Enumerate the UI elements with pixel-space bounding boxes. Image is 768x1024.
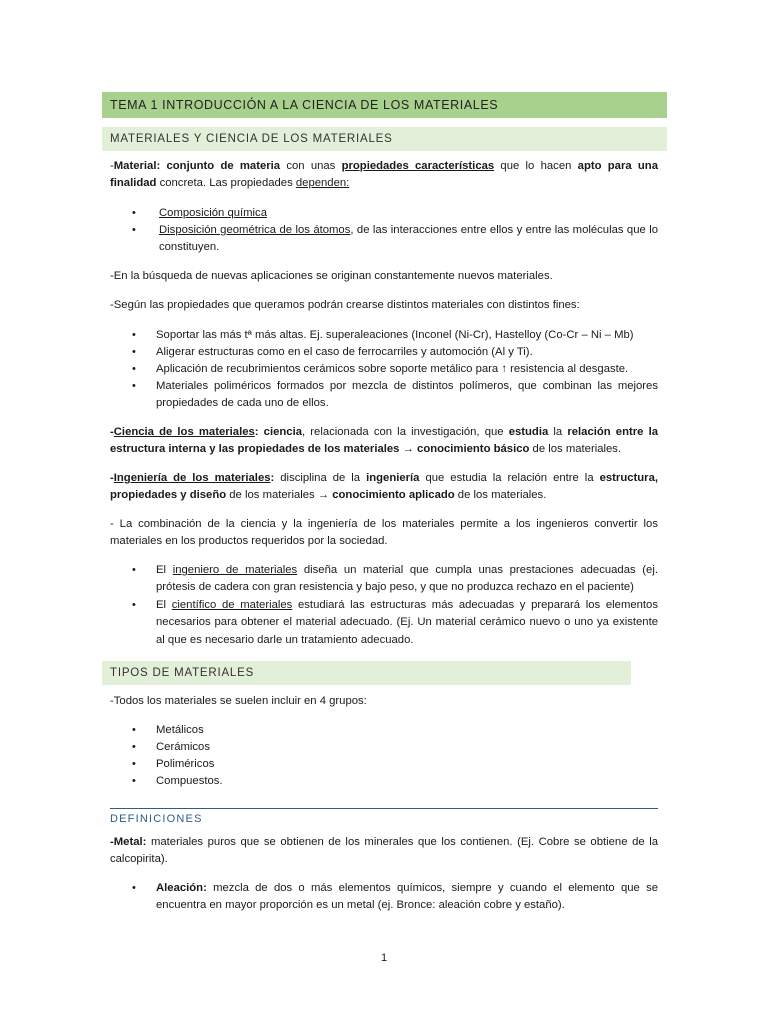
bullet: • [132,599,136,611]
page-number: 1 [380,952,388,964]
paragraph: - La combinación de la ciencia y la ingeniería de los materiales permite a los ingenieros convertir los materiales en los productos requeridos por la sociedad. [110,518,658,548]
bullet: • [132,380,136,392]
list-item: Compuestos. [156,775,223,787]
bullet: • [132,564,136,576]
paragraph: -En la búsqueda de nuevas aplicaciones se originan constantemente nuevos materiales. [110,270,553,282]
section-heading-materiales: MATERIALES Y CIENCIA DE LOS MATERIALES [102,127,667,151]
list-item: Cerámicos [156,741,210,753]
list-item: Aligerar estructuras como en el caso de ferrocarriles y automoción (Al y Ti). [156,346,533,358]
list-item: Metálicos [156,724,204,736]
bullet: • [132,741,136,753]
bullet: • [132,346,136,358]
paragraph: -Todos los materiales se suelen incluir en 4 grupos: [110,695,367,707]
main-title: TEMA 1 INTRODUCCIÓN A LA CIENCIA DE LOS MATERIALES [102,92,667,118]
paragraph-ingenieria: -Ingeniería de los materiales: disciplina de la ingeniería que estudia la relación entre la estructura, propiedades y diseño de los materiales → conocimiento aplicado de los materiales. [110,472,658,502]
list-item: Aplicación de recubrimientos cerámicos sobre soporte metálico para ↑ resistencia al desgaste. [156,363,629,375]
paragraph-metal: -Metal: materiales puros que se obtienen de los minerales que los contienen. (Ej. Cobre se obtiene de la calcopirita). [110,836,658,866]
bullet: • [132,329,136,341]
section-heading-tipos: TIPOS DE MATERIALES [102,661,631,685]
bullet: • [132,775,136,787]
bullet: • [132,758,136,770]
paragraph-material-definition: -Material: conjunto de materia con unas propiedades características que lo hacen apto para una finalidad concreta. Las propiedades dependen: [110,160,658,190]
list-item: Materiales poliméricos formados por mezcla de distintos polímeros, que combinan las mejores propiedades de cada uno de ellos. [156,380,658,410]
paragraph: -Según las propiedades que queramos podrán crearse distintos materiales con distintos fines: [110,299,580,311]
list-item: El científico de materiales estudiará las estructuras más adecuadas y preparará los elementos necesarios para obtener el material adecuado. (Ej. Un material cerámico nuevo o uno ya existente al que es necesario darle un tratamiento adecuado. [156,599,658,646]
bullet: • [132,363,136,375]
list-item: El ingeniero de materiales diseña un material que cumpla unas prestaciones adecuadas (ej. prótesis de cadera con gran resistencia y bajo peso, y que no produzca rechazo en el paciente) [156,564,658,594]
section-divider [110,808,658,809]
bullet: • [132,882,136,894]
list-item: Disposición geométrica de los átomos, de las interacciones entre ellos y entre las moléculas que lo constituyen. [159,224,658,254]
section-heading-definiciones: DEFINICIONES [110,813,203,825]
bullet: • [132,207,136,219]
list-item: Soportar las más tª más altas. Ej. superaleaciones (Inconel (Ni-Cr), Hastelloy (Co-Cr – Ni – Mb) [156,329,634,341]
list-item: Composición química [159,207,267,219]
paragraph-ciencia: -Ciencia de los materiales: ciencia, relacionada con la investigación, que estudia la relación entre la estructura interna y las propiedades de los materiales → conocimiento básico de los materiales. [110,426,658,456]
list-item: Poliméricos [156,758,215,770]
bullet: • [132,224,136,236]
list-item: Aleación: mezcla de dos o más elementos químicos, siempre y cuando el elemento que se encuentra en mayor proporción es un metal (ej. Bronce: aleación cobre y estaño). [156,882,658,912]
bullet: • [132,724,136,736]
